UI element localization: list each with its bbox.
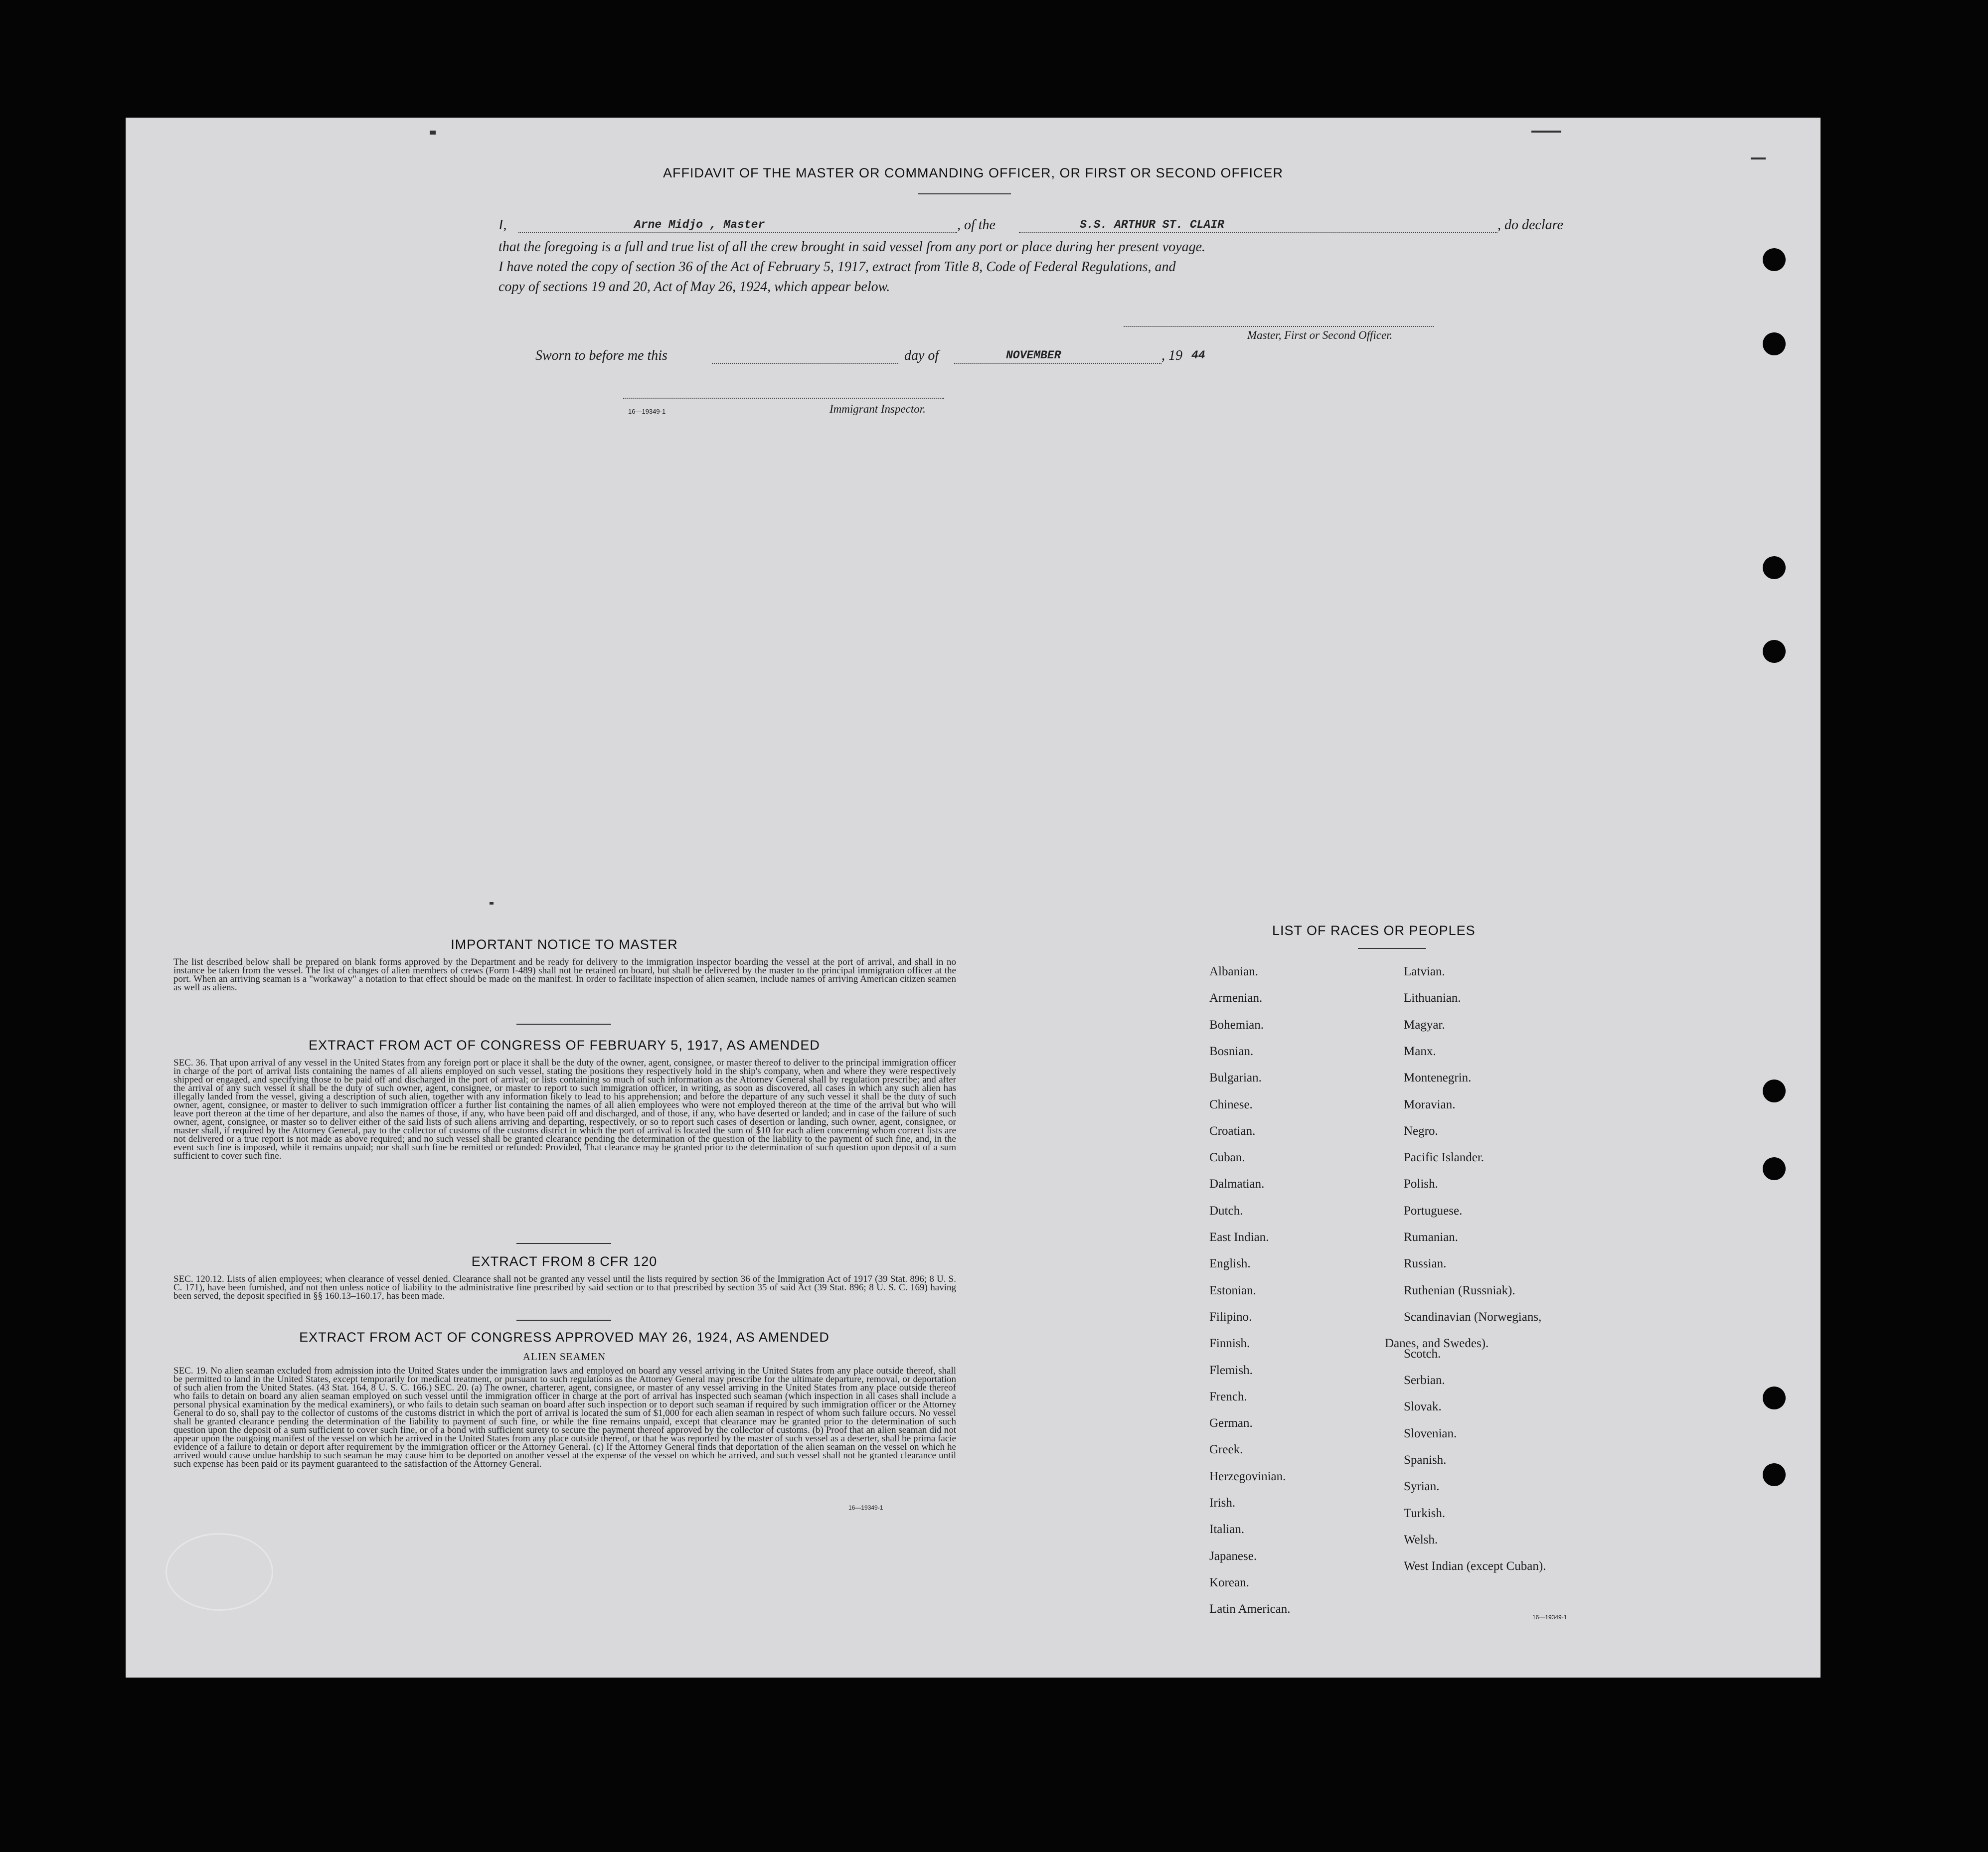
race-item: Lithuanian. [1404,991,1461,1005]
punch-hole [1763,640,1786,663]
inspector-label: Immigrant Inspector. [829,403,926,415]
form-number: 16—19349-1 [848,1504,883,1511]
race-item: Magyar. [1404,1018,1445,1032]
race-item: Japanese. [1209,1549,1257,1563]
race-item: Greek. [1209,1443,1243,1457]
year-prefix: , 19 [1161,348,1182,363]
race-item: Ruthenian (Russniak). [1404,1283,1515,1297]
race-item: East Indian. [1209,1231,1269,1244]
i-prefix: I, [498,217,507,233]
notice-title: IMPORTANT NOTICE TO MASTER [451,937,678,952]
affidavit-line-1 [498,217,1565,235]
race-item: Italian. [1209,1523,1245,1537]
race-item: Dutch. [1209,1204,1243,1218]
punch-hole [1763,1080,1786,1102]
race-item: Latin American. [1209,1602,1291,1616]
year-value: 44 [1191,349,1205,362]
race-item: Scotch. [1404,1347,1441,1361]
seal-stamp [166,1533,273,1611]
race-item: Bosnian. [1209,1044,1254,1058]
race-item: Rumanian. [1404,1231,1459,1244]
day-of-label: day of [904,348,939,363]
divider [516,1320,611,1321]
race-item: Slovenian. [1404,1426,1457,1440]
form-number: 16—19349-1 [1532,1614,1567,1621]
race-item: Pacific Islander. [1404,1151,1485,1165]
affidavit-title: AFFIDAVIT OF THE MASTER OR COMMANDING OFFICER, OR FIRST OR SECOND OFFICER [663,165,1284,180]
race-item: German. [1209,1416,1253,1430]
punch-hole [1763,248,1786,271]
race-item: Montenegrin. [1404,1071,1472,1085]
divider [1358,948,1426,949]
race-item: Moravian. [1404,1097,1456,1111]
race-item: Albanian. [1209,965,1258,978]
sworn-label: Sworn to before me this [535,348,667,363]
extract-1917-title: EXTRACT FROM ACT OF CONGRESS OF FEBRUARY 5, 1917, AS AMENDED [309,1038,820,1053]
punch-hole [1763,332,1786,355]
extract-cfr-text: SEC. 120.12. Lists of alien employees; when clearance of vessel denied. Clearance shall not be granted any vessel until the lists required by section 36 of the Immigration Act of 1917 (39 Stat. 896; 8 U. S. C. 171), have been furnished, and not then unless notice of liability to the administrative fine prescribed by said section or to that prescribed by section 35 of said Act (39 Stat. 896; 8 U. S. C. 169) having been served, the deposit specified in §§ 160.13–160.17, has been made. [173,1274,956,1301]
race-item: English. [1209,1257,1251,1271]
master-name-value: Arne Midjo , Master [634,218,765,231]
sworn-day-field [712,349,898,364]
extract-1924-text: SEC. 19. No alien seaman excluded from admission into the United States under the immigration laws and employed on board any vessel arriving in the United States from any place outside thereof, shall be permitted to land in the United States, except temporarily for medical treatment, or pursuant to such regulations as the Attorney General may prescribe for the ultimate departure, removal, or deportation of such alien from the United States. (43 Stat. 164, 8 U. S. C. 166.) SEC. 20. (a) The owner, charterer, agent, consignee, or master of any vessel arriving in the United States from any place outside thereof who fails to detain on board any alien seaman employed on such vessel until the immigration officer in charge at the port of arrival has inspected such seaman (which inspection in all cases shall include a personal physical examination by the medical examiners), or who fails to detain such seaman on board after such inspection or to deport such seaman if required by such immigration officer or the Attorney General to do so, shall pay to the collector of customs of the customs district in which the port of arrival is located the sum of $1,000 for each alien seaman in respect of whom such failure occurs. No vessel shall be granted clearance pending the determination of the liability to payment of such fine, or while the fine remains unpaid, except that clearance may be granted prior to the determination of such question upon the deposit of a sum sufficient to cover such fine, or of a bond with sufficient surety to secure the payment thereof approved by the collector of customs. (b) Proof that an alien seaman did not appear upon the outgoing manifest of the vessel on which he arrived in the United States from any place outside thereof, or that he was reported by the master of such vessel as a deserter, shall be prima facie evidence of a failure to detain or deport after requirement by the immigration officer or the Attorney General. (c) If the Attorney General finds that deportation of the alien seaman on the vessel on which he arrived would cause undue hardship to such seaman he may cause him to be deported on another vessel at the expense of the vessel on which he arrived, and such vessel shall not be granted clearance until such expense has been paid or its payment guaranteed to the satisfaction of the Attorney General. [173,1366,956,1469]
race-item: Latvian. [1404,965,1445,978]
divider [918,193,1011,194]
document-page [126,118,1821,1678]
month-value: NOVEMBER [1006,349,1061,362]
race-item: Russian. [1404,1257,1447,1271]
affidavit-line-2: that the foregoing is a full and true list of all the crew brought in said vessel from any port or place during her present voyage. [498,239,1206,255]
race-item: Danes, and Swedes). [1385,1337,1489,1350]
punch-hole [1763,1463,1786,1486]
race-item: Herzegovinian. [1209,1469,1286,1483]
race-item: Manx. [1404,1044,1436,1058]
race-item: Negro. [1404,1124,1438,1138]
race-item: Armenian. [1209,991,1263,1005]
extract-cfr-title: EXTRACT FROM 8 CFR 120 [471,1254,658,1269]
inspector-signature-line [623,397,944,399]
race-item: Syrian. [1404,1480,1440,1494]
race-item: Flemish. [1209,1363,1253,1377]
race-item: Chinese. [1209,1097,1253,1111]
of-the-label: , of the [957,217,995,233]
race-item: Croatian. [1209,1124,1256,1138]
race-item: Polish. [1404,1177,1438,1191]
punch-hole [1763,1387,1786,1409]
race-item: Portuguese. [1404,1204,1463,1218]
race-item: Dalmatian. [1209,1177,1265,1191]
race-item: Finnish. [1209,1337,1250,1351]
race-item: Bohemian. [1209,1018,1264,1032]
race-item: Turkish. [1404,1506,1446,1520]
extract-1924-title: EXTRACT FROM ACT OF CONGRESS APPROVED MAY 26, 1924, AS AMENDED [299,1330,829,1345]
form-number: 16—19349-1 [628,408,666,415]
master-signature-label: Master, First or Second Officer. [1247,329,1393,341]
race-item: Estonian. [1209,1283,1256,1297]
divider [516,1024,611,1025]
alien-seamen-subtitle: ALIEN SEAMEN [522,1351,606,1363]
race-item: Spanish. [1404,1453,1447,1467]
punch-hole [1763,556,1786,579]
race-item: Slovak. [1404,1400,1442,1414]
notice-text: The list described below shall be prepared on blank forms approved by the Department and be ready for delivery to the immigration inspector boarding the vessel at the port of arrival, and shall in no instance be taken from the vessel. The list of changes of alien members of crews (Form I-489) shall not be retained on board, but shall be delivered by the master to the principal immigration officer at the port. When an arriving seaman is a "workaway" a notation to that effect should be made on the manifest. In order to facilitate inspection of alien seamen, include names of arriving American citizen seamen as well as aliens. [173,957,956,993]
master-signature-line [1124,325,1434,327]
race-item: Korean. [1209,1575,1249,1589]
vessel-name-value: S.S. ARTHUR ST. CLAIR [1080,218,1224,231]
race-item: Serbian. [1404,1374,1445,1388]
race-item: Scandinavian (Norwegians, [1404,1310,1542,1324]
affidavit-line-3: I have noted the copy of section 36 of the Act of February 5, 1917, extract from Title 8, Code of Federal Regulations, and [498,259,1176,275]
race-item: Welsh. [1404,1533,1438,1546]
race-item: French. [1209,1389,1247,1403]
divider [516,1243,611,1244]
races-title: LIST OF RACES OR PEOPLES [1272,923,1476,938]
sworn-line [535,348,1233,368]
race-item: Cuban. [1209,1151,1245,1165]
race-item: Irish. [1209,1496,1236,1510]
do-declare-label: , do declare [1497,217,1563,233]
punch-hole [1763,1157,1786,1180]
race-item: West Indian (except Cuban). [1404,1559,1546,1573]
affidavit-line-4: copy of sections 19 and 20, Act of May 26, 1924, which appear below. [498,279,890,295]
race-item: Filipino. [1209,1310,1252,1324]
race-item: Bulgarian. [1209,1071,1262,1085]
extract-1917-text: SEC. 36. That upon arrival of any vessel in the United States from any foreign port or place it shall be the duty of the owner, agent, consignee, or master thereof to deliver to the principal immigration officer in charge of the port of arrival lists containing the names of all aliens employed on such vessel, stating the positions they respectively hold in the ship's company, when and where they were respectively shipped or engaged, and specifying those to be paid off and discharged in the port of arrival; or lists containing so much of such information as the Attorney General shall by regulation prescribe; and after the arrival of any such vessel it shall be the duty of such owner, agent, consignee, or master to report to such immigration officer, in writing, as soon as discovered, all cases in which any such alien has illegally landed from the vessel, giving a description of such alien, together with any information likely to lead to his apprehension; and before the departure of any such vessel it shall be the duty of such owner, agent, consignee, or master to deliver to such immigration officer a further list containing the names of all alien employees who were not employed thereon at the time of the arrival but who will leave port thereon at the time of her departure, and also the names of those, if any, who have been paid off and discharged, and of those, if any, who have deserted or landed; and in case of the failure of such owner, agent, consignee, or master so to deliver either of the said lists of such aliens arriving and departing, respectively, or so to report such cases of desertion or landing, such owner, agent, consignee, or master shall, if required by the Attorney General, pay to the collector of customs of the customs district in which the port of arrival is located the sum of $10 for each alien concerning whom correct lists are not delivered or a true report is not made as above required; and no such vessel shall be granted clearance pending the determination of the question of the liability to the payment of such fine, and, in the event such fine is imposed, while it remains unpaid; nor shall such fine be remitted or refunded: Provided, That clearance may be granted prior to the determination of such question upon deposit of a sum sufficient to cover such fine. [173,1058,956,1161]
